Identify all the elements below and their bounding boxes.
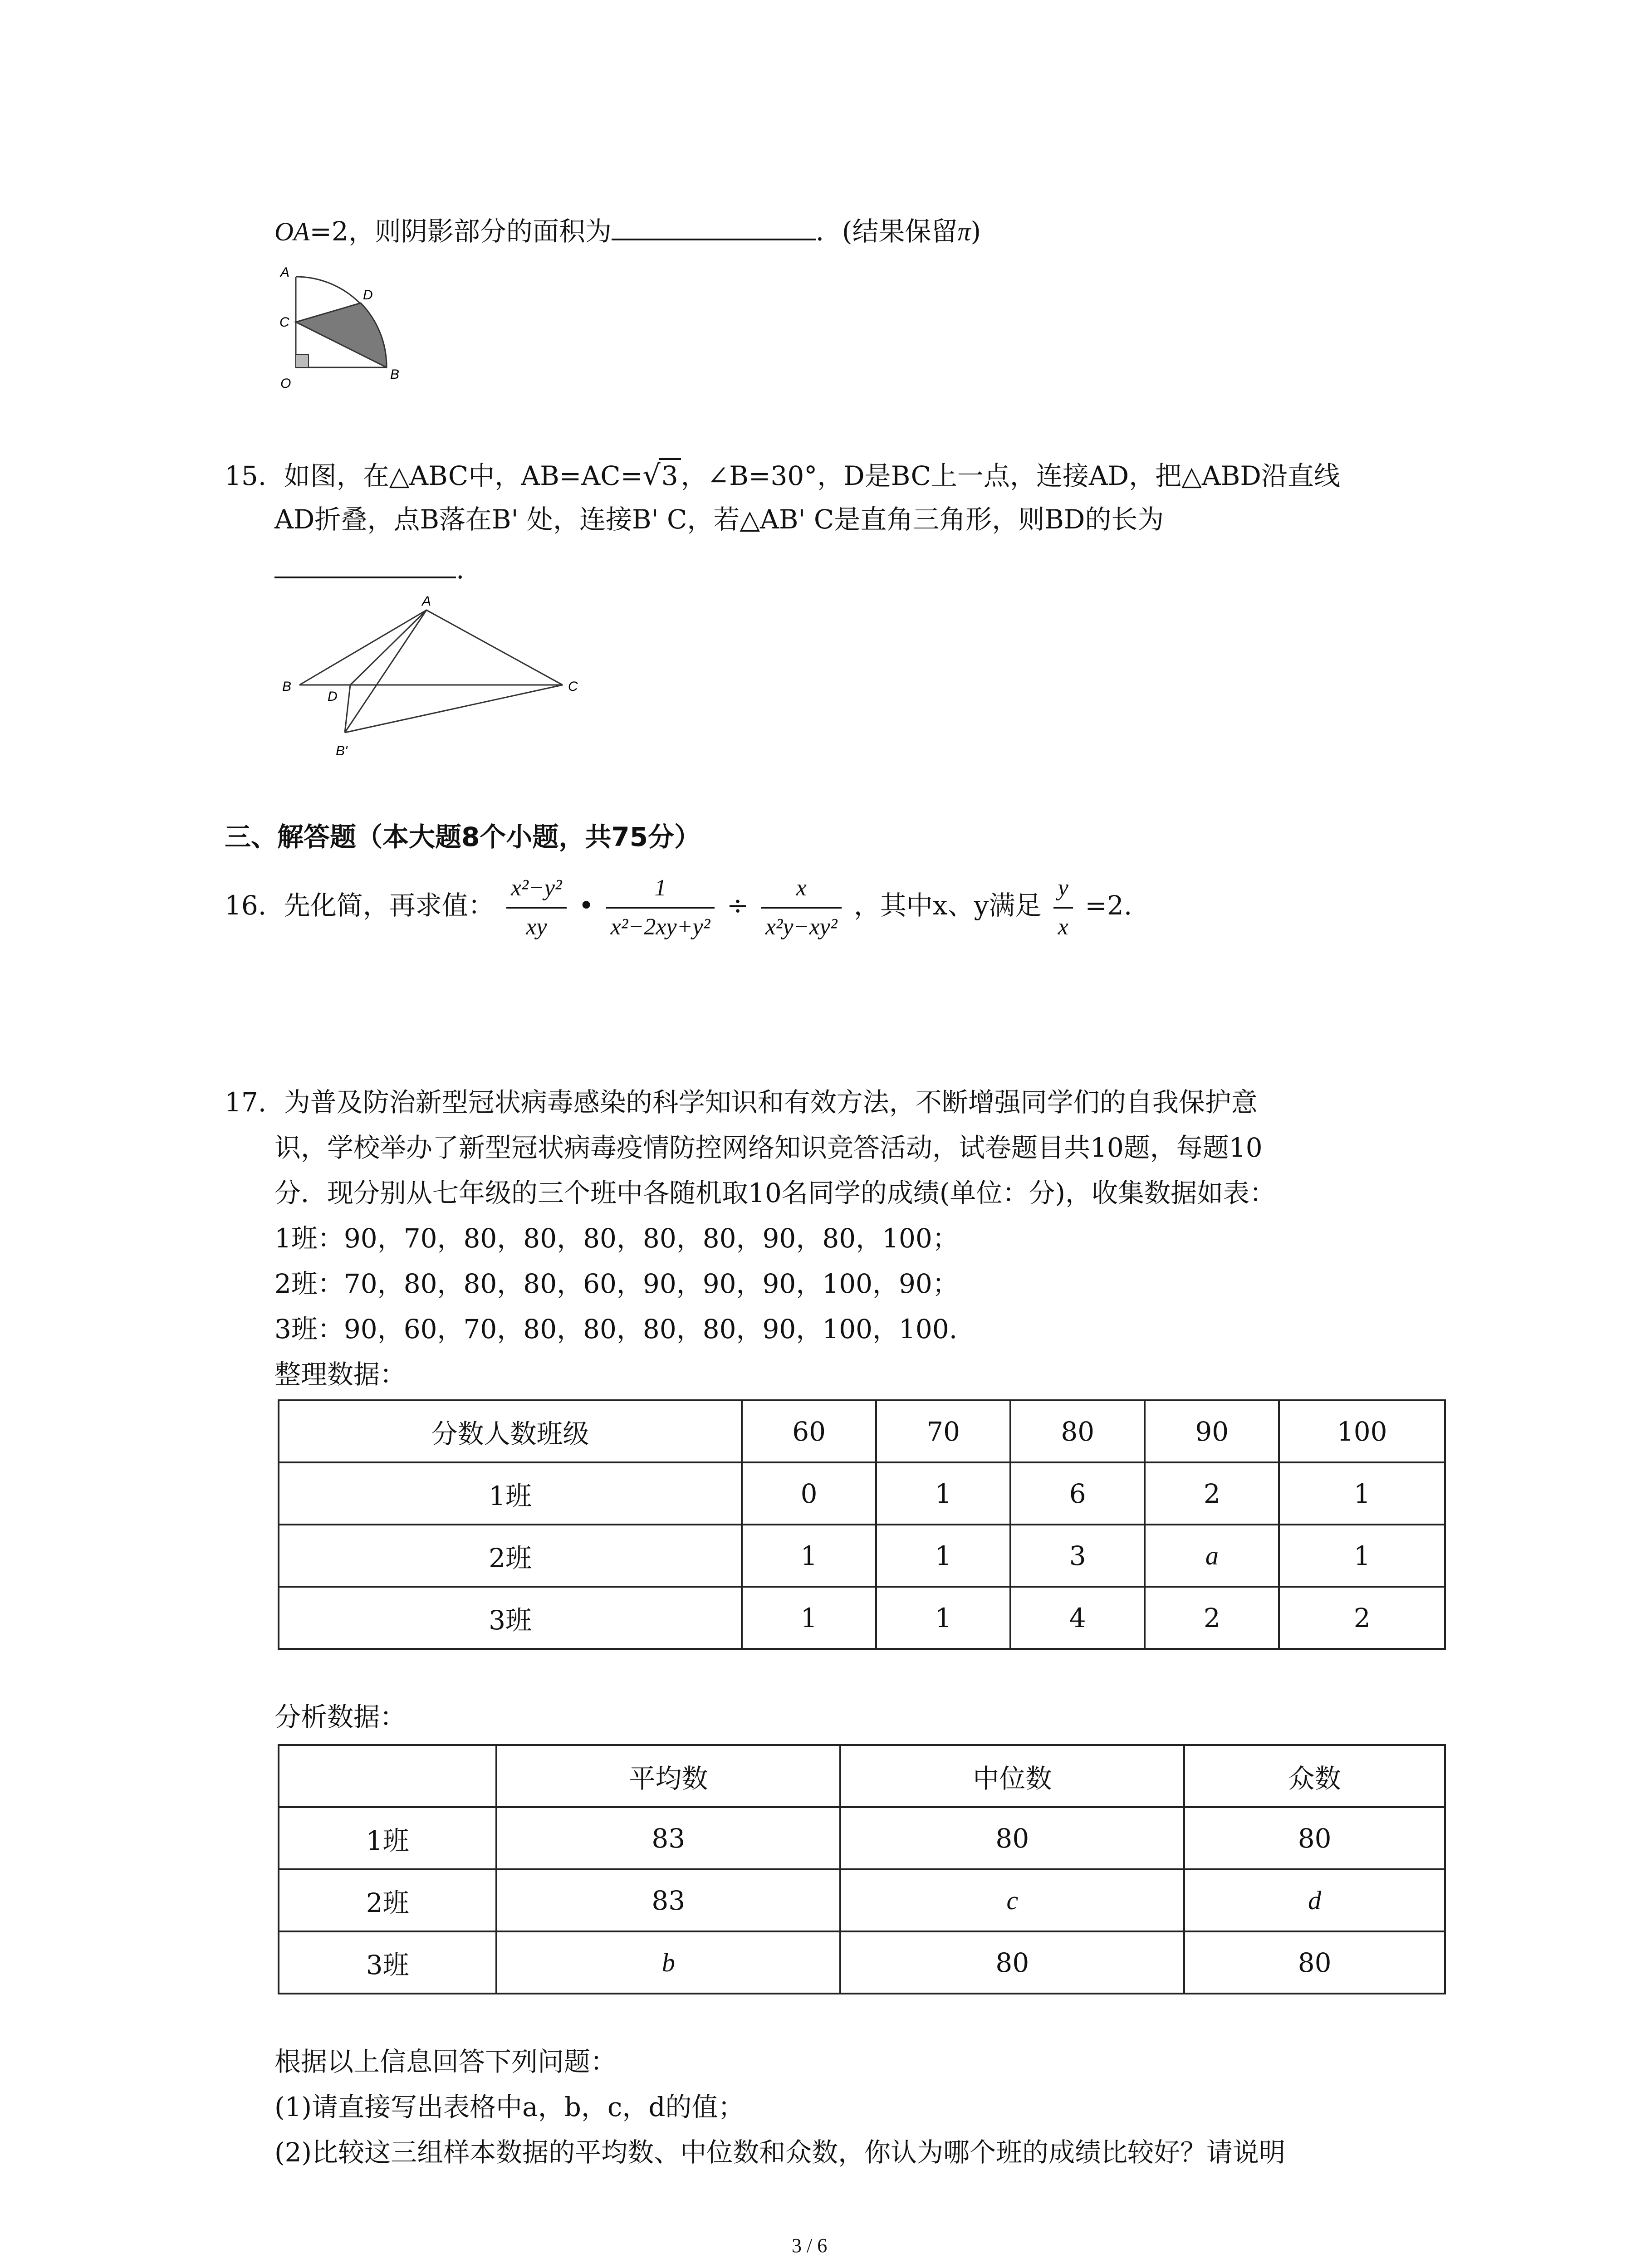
q17-para-line1 <box>225 1086 1258 1118</box>
table-cell: 1 <box>742 1525 876 1587</box>
table-cell: 2 <box>1279 1587 1445 1649</box>
table-row <box>279 1869 1445 1931</box>
q14-text: =2，则阴影部分的面积为 <box>309 216 612 247</box>
table-row <box>279 1587 1445 1649</box>
q17-p1: 为普及防治新型冠状病毒感染的科学知识和有效方法，不断增强同学们的自我保护意 <box>284 1087 1258 1118</box>
q14-label-a: A <box>280 265 290 280</box>
table-cell: 1班 <box>279 1462 742 1525</box>
table-header-cell <box>279 1745 496 1807</box>
q15-label-c: C <box>568 679 578 694</box>
q15-answer-blank[interactable] <box>274 577 456 578</box>
q15-sqrt-value: 3 <box>659 458 681 492</box>
q15-end: . <box>456 554 465 585</box>
table-cell: 0 <box>742 1462 876 1525</box>
table-cell: 2 <box>1145 1587 1279 1649</box>
table-header-cell: 70 <box>876 1400 1010 1462</box>
q14-pi: π <box>957 217 971 246</box>
table-cell: 80 <box>840 1931 1184 1994</box>
table-row <box>279 1745 1445 1807</box>
section3-heading: 三、解答题（本大题8个小题，共75分） <box>225 821 701 852</box>
table-row <box>279 1400 1445 1462</box>
table-header-cell: 90 <box>1145 1400 1279 1462</box>
q15-text1: 如图，在△ABC中，AB=AC= <box>284 460 643 491</box>
table-header-cell: 80 <box>1010 1400 1145 1462</box>
q17-class2-data: 2班：70，80，80，80，60，90，90，90，100，90； <box>274 1268 959 1299</box>
page-number: 3 / 6 <box>792 2234 828 2257</box>
q16-line <box>225 873 1132 942</box>
q15-line3 <box>274 553 464 585</box>
q14-figure <box>268 259 422 404</box>
table-cell: 83 <box>496 1807 840 1869</box>
q16-fraction-4: $\frac{y}{x}$ <box>1053 873 1073 942</box>
table-cell: 1 <box>876 1525 1010 1587</box>
q16-divide: ÷ <box>726 890 749 921</box>
q15-line2 <box>274 503 1164 535</box>
q15-number: 15. <box>225 460 267 491</box>
q17-frequency-table <box>278 1399 1446 1650</box>
q14-answer-blank[interactable] <box>612 239 816 240</box>
table-cell: 3班 <box>279 1931 496 1994</box>
q17-organize-label: 整理数据： <box>274 1359 407 1390</box>
table-cell: 1班 <box>279 1807 496 1869</box>
q16-condition: ，其中x、y满足 <box>853 890 1042 921</box>
table-row <box>279 1931 1445 1994</box>
q15-label-a: A <box>422 594 431 609</box>
table-cell: 80 <box>1184 1807 1445 1869</box>
q17-part2: (2)比较这三组样本数据的平均数、中位数和众数，你认为哪个班的成绩比较好？请说明 <box>274 2137 1286 2168</box>
table-cell: 2 <box>1145 1462 1279 1525</box>
q15-label-d: D <box>328 689 338 704</box>
table-cell: 6 <box>1010 1462 1145 1525</box>
table-cell: 1 <box>742 1587 876 1649</box>
q15-sqrt-sign: √ <box>642 459 661 492</box>
q17-para-line3: 分．现分别从七年级的三个班中各随机取10名同学的成绩(单位：分)，收集数据如表： <box>274 1178 1276 1208</box>
q14-oa-label: OA <box>274 217 310 246</box>
q15-figure <box>272 592 590 764</box>
q14-close: ) <box>970 216 981 247</box>
table-cell: 1 <box>1279 1525 1445 1587</box>
q17-part1: (1)请直接写出表格中a，b，c，d的值； <box>274 2092 745 2122</box>
table-cell: c <box>840 1869 1184 1931</box>
q17-answer-intro: 根据以上信息回答下列问题： <box>274 2046 617 2077</box>
q14-label-b: B <box>390 367 400 382</box>
q17-class1-data: 1班：90，70，80，80，80，80，80，90，80，100； <box>274 1223 959 1254</box>
q17-number: 17. <box>225 1087 267 1118</box>
q16-fraction-3: $\frac{x}{\text{x²y−xy²}}$ <box>761 873 842 942</box>
q17-statistics-table <box>278 1744 1446 1994</box>
q15-text2: AD折叠，点B落在B' 处，连接B' C，若△AB' C是直角三角形，则BD的长为 <box>274 504 1164 535</box>
table-row <box>279 1807 1445 1869</box>
table-cell: b <box>496 1931 840 1994</box>
table-header-cell: 中位数 <box>840 1745 1184 1807</box>
q15-text1b: ，∠B=30°，D是BC上一点，连接AD，把△ABD沿直线 <box>681 460 1340 491</box>
table-header-cell: 分数人数班级 <box>279 1400 742 1462</box>
q15-label-b: B <box>282 679 292 694</box>
table-cell: 2班 <box>279 1525 742 1587</box>
table-header-cell: 100 <box>1279 1400 1445 1462</box>
q17-class3-data: 3班：90，60，70，80，80，80，80，90，100，100. <box>274 1314 958 1344</box>
table-header-cell: 众数 <box>1184 1745 1445 1807</box>
table-cell: 80 <box>840 1807 1184 1869</box>
table-row <box>279 1462 1445 1525</box>
q16-dot: • <box>578 890 594 921</box>
table-cell: 3班 <box>279 1587 742 1649</box>
q14-label-o: O <box>280 376 291 391</box>
table-cell: 1 <box>1279 1462 1445 1525</box>
q14-label-c: C <box>279 315 289 330</box>
q15-label-b-prime: B' <box>336 743 348 758</box>
table-cell: a <box>1145 1525 1279 1587</box>
q16-intro: 先化简，再求值： <box>284 890 495 921</box>
q16-fraction-2: $\frac{1}{\text{x²−2xy+y²}}$ <box>606 873 715 942</box>
table-cell: 80 <box>1184 1931 1445 1994</box>
table-row <box>279 1525 1445 1587</box>
q15-line1 <box>225 458 1340 492</box>
q14-label-d: D <box>363 288 373 303</box>
table-cell: 1 <box>876 1462 1010 1525</box>
q14-suffix: ．(结果保留 <box>815 216 958 247</box>
table-cell: 3 <box>1010 1525 1145 1587</box>
q16-number: 16. <box>225 890 267 921</box>
table-cell: 4 <box>1010 1587 1145 1649</box>
table-cell: 83 <box>496 1869 840 1931</box>
table-header-cell: 60 <box>742 1400 876 1462</box>
table-header-cell: 平均数 <box>496 1745 840 1807</box>
q14-text-line <box>274 215 981 248</box>
q17-para-line2: 识，学校举办了新型冠状病毒疫情防控网络知识竞答活动，试卷题目共10题，每题10 <box>274 1132 1263 1163</box>
q16-fraction-1: $\frac{\text{x²−y²}}{xy}$ <box>506 873 566 942</box>
table-cell: 1 <box>876 1587 1010 1649</box>
table-cell: 2班 <box>279 1869 496 1931</box>
q17-analyze-label: 分析数据： <box>274 1701 407 1732</box>
q16-condition-end: =2. <box>1085 890 1132 921</box>
table-cell: d <box>1184 1869 1445 1931</box>
